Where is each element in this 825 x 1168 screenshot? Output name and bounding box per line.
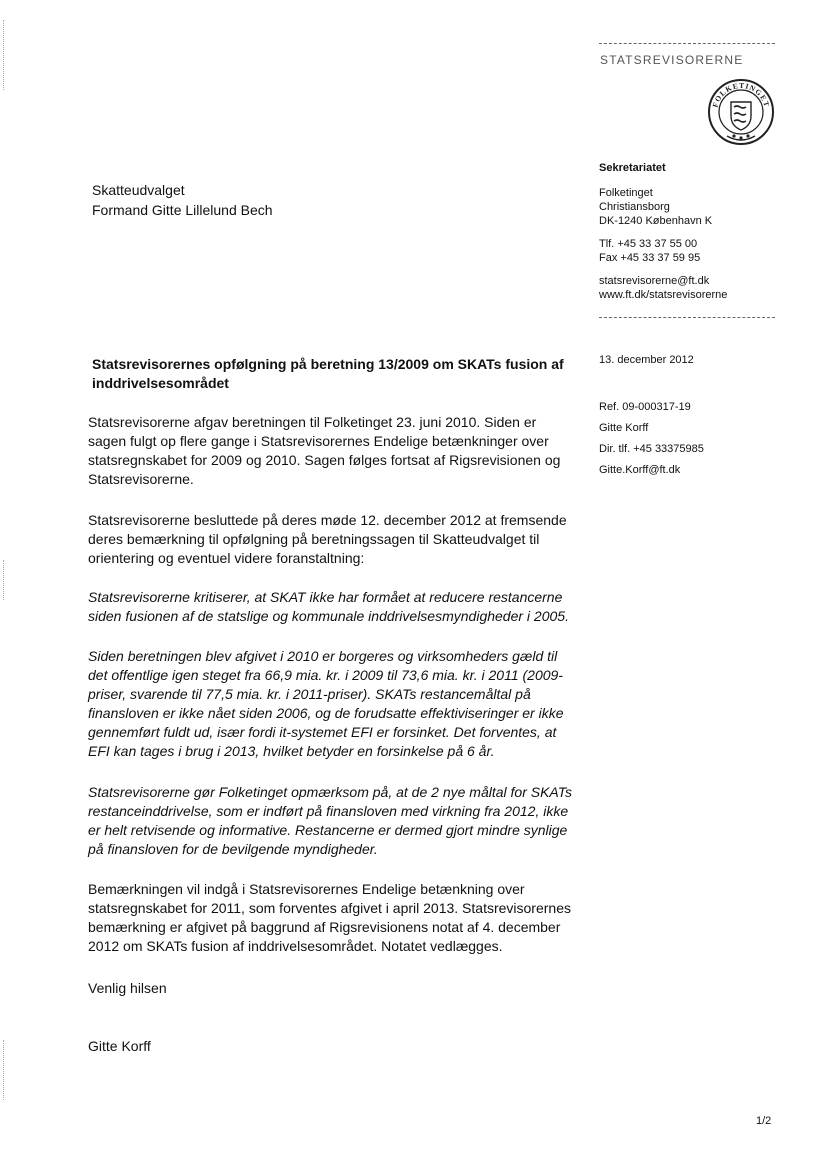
org-name: STATSREVISORERNE	[600, 53, 744, 67]
page-number: 1/2	[756, 1115, 772, 1127]
remark-paragraph: Statsrevisorerne gør Folketinget opmærksom på, at de 2 nye måltal for SKATs restanceinddrivelse, som er indført på finansloven med virkning fra 2012, ikke er helt retvisende og informative. Restancerne er dermed gjort mindre synlige på finansloven for de bevilgende myndigheder.	[88, 784, 572, 857]
letter-date: 13. december 2012	[599, 354, 694, 366]
body-paragraph: Statsrevisorerne afgav beretningen til Folketinget 23. juni 2010. Siden er sagen fulgt op flere gange i Statsrevisorernes Endelige betænkninger over statsregnskabet for 2009 og 2010. Sagen følges fortsat af Rigsrevisionen og Statsrevisorerne.	[88, 414, 561, 487]
body-paragraph: Statsrevisorerne besluttede på deres møde 12. december 2012 at fremsende deres bemærkning til opfølgning på beretningssagen til Skatteudvalget til orientering og eventuel videre foranstaltning:	[88, 512, 567, 566]
signature-name: Gitte Korff	[88, 1038, 151, 1054]
contact-direct-phone: Dir. tlf. +45 33375985	[599, 443, 704, 455]
sender-address-line: Christiansborg	[599, 201, 670, 213]
margin-scan-mark	[3, 1040, 4, 1100]
reference-block	[599, 397, 704, 481]
header-rule	[599, 43, 775, 44]
folketinget-seal-icon	[707, 78, 775, 146]
sender-block	[599, 161, 727, 302]
salutation: Venlig hilsen	[88, 980, 167, 996]
sender-web: www.ft.dk/statsrevisorerne	[599, 289, 728, 301]
sender-department: Sekretariatet	[599, 162, 666, 174]
letter-subject: Statsrevisorernes opfølgning på beretning 13/2009 om SKATs fusion af inddrivelsesområdet	[92, 356, 564, 391]
contact-name: Gitte Korff	[599, 422, 649, 434]
sender-address-line: DK-1240 København K	[599, 215, 713, 227]
contact-email: Gitte.Korff@ft.dk	[599, 464, 681, 476]
sender-fax: Fax +45 33 37 59 95	[599, 252, 701, 264]
sender-address-line: Folketinget	[599, 187, 653, 199]
sender-phone: Tlf. +45 33 37 55 00	[599, 238, 698, 250]
remark-paragraph: Statsrevisorerne kritiserer, at SKAT ikke har formået at reducere restancerne siden fusionen af de statslige og kommunale inddrivelsesmyndigheder i 2005.	[88, 589, 569, 624]
margin-scan-mark	[3, 560, 4, 600]
remark-paragraph: Siden beretningen blev afgivet i 2010 er borgeres og virksomheders gæld til det offentlige igen steget fra 66,9 mia. kr. i 2009 til 73,6 mia. kr. i 2011 (2009-priser, svarende til 77,5 mia. kr. i 2011-priser). SKATs restancemåltal på finansloven er ikke nået siden 2006, og de forudsatte effektiviseringer er ikke gennemført fuldt ud, især fordi it-systemet EFI er forsinket. Det forventes, at EFI kan tages i brug i 2013, hvilket betyder en forsinkelse på 6 år.	[88, 648, 564, 759]
closing-paragraph: Bemærkningen vil indgå i Statsrevisorernes Endelige betænkning over statsregnskabet for 2011, som forventes afgivet i april 2013. Statsrevisorernes bemærkning er afgivet på baggrund af Rigsrevisionens notat af 4. december 2012 om SKATs fusion af inddrivelsesområdet. Notatet vedlægges.	[88, 881, 571, 954]
reference-number: Ref. 09-000317-19	[599, 401, 691, 413]
sidebar-rule	[599, 317, 775, 318]
sender-email: statsrevisorerne@ft.dk	[599, 275, 710, 287]
recipient-block	[92, 180, 273, 220]
recipient-chair: Formand Gitte Lillelund Bech	[92, 202, 273, 218]
margin-scan-mark	[3, 20, 4, 90]
svg-text:FOLKETINGET: FOLKETINGET	[710, 80, 772, 109]
recipient-name: Skatteudvalget	[92, 182, 185, 198]
